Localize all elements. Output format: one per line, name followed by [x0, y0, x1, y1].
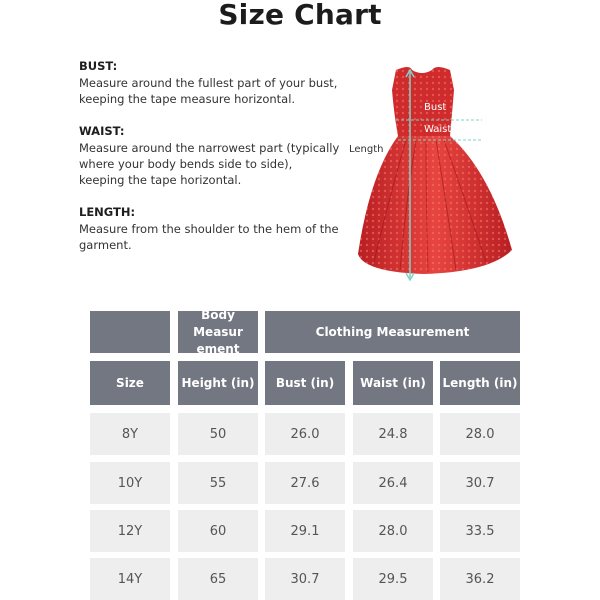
- measurement-guide: [79, 58, 341, 269]
- length-guide: [79, 204, 341, 253]
- table-cell: 28.0: [440, 413, 520, 455]
- table-cell: 30.7: [265, 558, 345, 600]
- dress-diagram: [340, 62, 525, 284]
- header-bust: Bust (in): [265, 361, 345, 405]
- table-cell: 36.2: [440, 558, 520, 600]
- table-cell: 60: [178, 510, 258, 552]
- bust-heading: BUST:: [79, 59, 118, 73]
- waist-text: Measure around the narrowest part (typically where your body bends side to side), keeping the tape horizontal.: [79, 141, 340, 187]
- table-cell: 8Y: [90, 413, 170, 455]
- header-length: Length (in): [440, 361, 520, 405]
- table-cell: 10Y: [90, 462, 170, 504]
- header-waist: Waist (in): [353, 361, 433, 405]
- header-height: Height (in): [178, 361, 258, 405]
- table-cell: 33.5: [440, 510, 520, 552]
- table-cell: 27.6: [265, 462, 345, 504]
- table-cell: 50: [178, 413, 258, 455]
- header-size: Size: [90, 361, 170, 405]
- corner-header: [90, 311, 170, 353]
- length-heading: LENGTH:: [79, 205, 136, 219]
- table-cell: 29.5: [353, 558, 433, 600]
- bust-label: Bust: [424, 102, 447, 113]
- bust-text: Measure around the fullest part of your bust, keeping the tape measure horizontal.: [79, 76, 338, 106]
- table-cell: 12Y: [90, 510, 170, 552]
- table-cell: 29.1: [265, 510, 345, 552]
- table-cell: 26.0: [265, 413, 345, 455]
- body-measurement-header: Body Measur ement: [178, 311, 258, 353]
- bust-guide: [79, 58, 341, 107]
- waist-guide: [79, 123, 341, 188]
- page-title: Size Chart: [218, 0, 382, 31]
- dress-image: [340, 62, 525, 284]
- table-cell: 26.4: [353, 462, 433, 504]
- table-cell: 24.8: [353, 413, 433, 455]
- waist-label: Waist: [424, 124, 452, 135]
- table-cell: 14Y: [90, 558, 170, 600]
- table-cell: 30.7: [440, 462, 520, 504]
- table-cell: 55: [178, 462, 258, 504]
- length-label: Length: [349, 144, 384, 155]
- length-text: Measure from the shoulder to the hem of the garment.: [79, 222, 339, 252]
- table-cell: 28.0: [353, 510, 433, 552]
- table-cell: 65: [178, 558, 258, 600]
- waist-heading: WAIST:: [79, 124, 125, 138]
- clothing-measurement-header: Clothing Measurement: [265, 311, 520, 353]
